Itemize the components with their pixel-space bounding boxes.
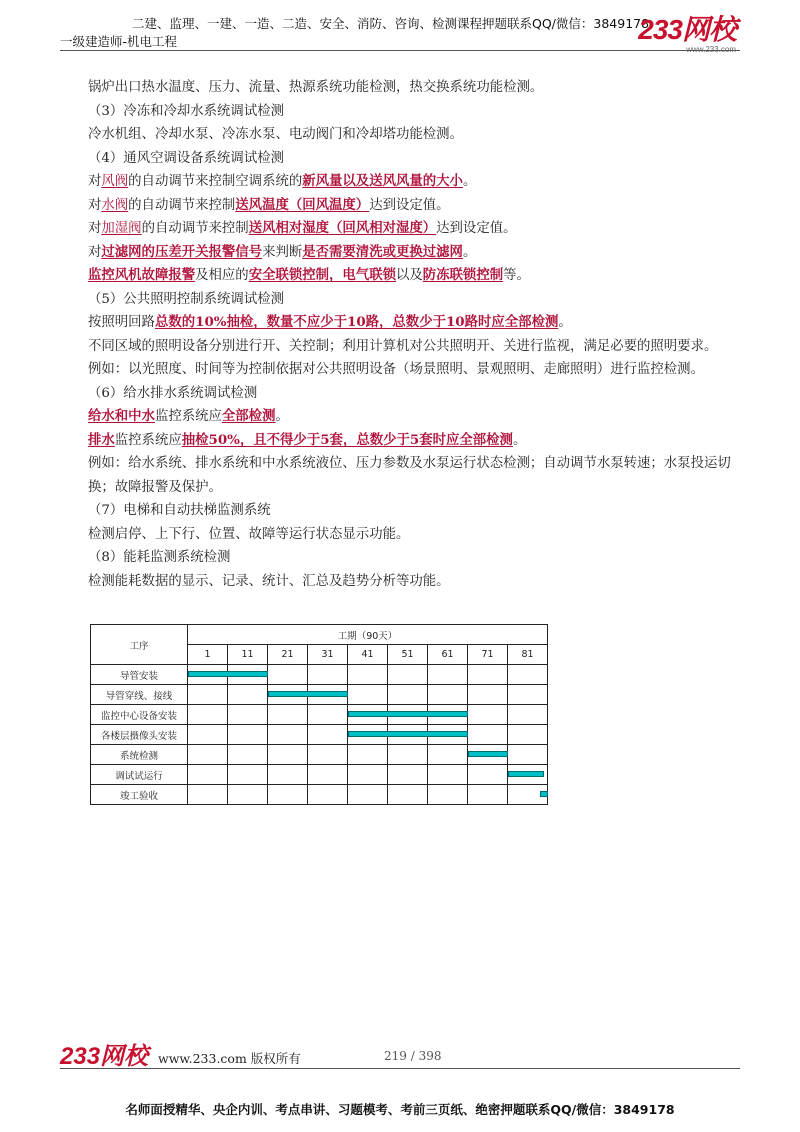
highlight: 水阀	[101, 197, 129, 213]
highlight: 风阀	[101, 174, 129, 189]
timeline-cell	[308, 705, 348, 725]
highlight: 过滤网的压差开关报警信号	[101, 243, 263, 260]
text: 。	[558, 315, 572, 330]
task-name: 监控中心设备安装	[91, 705, 188, 725]
timeline-cell	[508, 765, 548, 785]
timeline-cell	[268, 765, 308, 785]
highlight: 安全联锁控制，电气联锁	[248, 267, 396, 283]
task-row	[91, 785, 548, 805]
paragraph	[60, 170, 750, 194]
day-tick: 61	[428, 645, 468, 665]
timeline-cell	[308, 745, 348, 765]
timeline-cell	[228, 665, 268, 685]
section-heading: （4）通风空调设备系统调试检测	[88, 150, 284, 166]
paragraph: 例如：以光照度、时间等为控制依据对公共照明设备（场景照明、景观照明、走廊照明）进行监控检测。	[88, 362, 704, 377]
timeline-cell	[188, 785, 228, 805]
section-heading: （6）给水排水系统调试检测	[88, 385, 258, 401]
text: 。	[462, 174, 477, 189]
text: 。	[462, 244, 477, 260]
timeline-cell	[348, 785, 388, 805]
text: 。	[512, 432, 527, 448]
header-divider	[60, 50, 740, 51]
text: 以及	[395, 268, 423, 283]
timeline-cell	[428, 665, 468, 685]
timeline-cell	[468, 745, 508, 765]
highlight: 新风量以及送风风量的大小	[302, 173, 463, 189]
timeline-cell	[348, 665, 388, 685]
paragraph	[60, 429, 750, 453]
timeline-cell	[388, 765, 428, 785]
highlight: 加湿阀	[101, 221, 142, 236]
page-number: 219 / 398	[384, 1049, 442, 1063]
task-row	[91, 685, 548, 705]
task-row	[91, 725, 548, 745]
paragraph: 冷水机组、冷却水泵、冷冻水泵、电动阀门和冷却塔功能检测。	[88, 127, 463, 142]
timeline-cell	[228, 765, 268, 785]
timeline-cell	[348, 765, 388, 785]
task-row	[91, 745, 548, 765]
timeline-cell	[508, 785, 548, 805]
schedule-gantt-table	[90, 624, 548, 805]
highlight: 监控风机故障报警	[88, 267, 196, 283]
timeline-cell	[468, 725, 508, 745]
text: 按照明回路	[88, 315, 155, 330]
text: 对	[88, 244, 102, 260]
text: 达到设定值。	[369, 197, 450, 213]
paragraph	[60, 194, 750, 218]
task-name: 导管穿线、接线	[91, 685, 188, 705]
timeline-cell	[188, 685, 228, 705]
task-row	[91, 665, 548, 685]
timeline-cell	[268, 705, 308, 725]
timeline-cell	[388, 705, 428, 725]
text: 及相应的	[195, 268, 249, 283]
timeline-cell	[268, 665, 308, 685]
day-tick: 81	[508, 645, 548, 665]
paragraph: 锅炉出口热水温度、压力、流量、热源系统功能检测，热交换系统功能检测。	[88, 80, 544, 95]
paragraph: 检测能耗数据的显示、记录、统计、汇总及趋势分析等功能。	[88, 573, 450, 589]
footer-copyright: www.233.com 版权所有	[158, 1051, 301, 1066]
text: 对	[88, 174, 102, 189]
section-heading: （3）冷冻和冷却水系统调试检测	[88, 103, 284, 119]
logo-text: 233网校	[638, 14, 736, 45]
day-tick: 31	[308, 645, 348, 665]
text: 的自动调节来控制空调系统的	[128, 174, 303, 189]
text: 的自动调节来控制	[141, 221, 249, 236]
section-heading: （8）能耗监测系统检测	[88, 550, 231, 565]
timeline-cell	[228, 725, 268, 745]
text: 对	[88, 197, 102, 213]
text: 对	[88, 221, 102, 236]
logo-url: www.233.com	[686, 45, 736, 54]
footer-divider	[60, 1068, 740, 1069]
paragraph	[60, 241, 750, 265]
text: 的自动调节来控制	[128, 197, 236, 213]
timeline-cell	[428, 745, 468, 765]
timeline-cell	[468, 765, 508, 785]
highlight: 排水	[88, 431, 115, 448]
highlight: 是否需要清洗或更换过滤网	[302, 243, 463, 260]
timeline-cell	[508, 725, 548, 745]
timeline-cell	[268, 785, 308, 805]
timeline-cell	[188, 705, 228, 725]
timeline-cell	[428, 765, 468, 785]
timeline-cell	[428, 705, 468, 725]
process-header: 工序	[91, 625, 188, 665]
document-body	[60, 76, 750, 593]
timeline-cell	[468, 705, 508, 725]
day-tick: 41	[348, 645, 388, 665]
paragraph: 例如：给水系统、排水系统和中水系统液位、压力参数及水泵运行状态检测；自动调节水泵转速；水泵投运切换；故障报警及保护。	[88, 456, 731, 495]
timeline-cell	[228, 745, 268, 765]
task-rows	[91, 665, 548, 805]
site-logo	[638, 16, 736, 54]
header-subtitle: 一级建造师-机电工程	[60, 34, 178, 49]
timeline-cell	[228, 705, 268, 725]
timeline-cell	[348, 725, 388, 745]
highlight: 总数的10%抽检，数量不应少于10路，总数少于10路时应全部检测	[154, 314, 559, 330]
paragraph: 不同区域的照明设备分别进行开、关控制；利用计算机对公共照明开、关进行监视，满足必要的照明要求。	[88, 338, 718, 354]
paragraph: 检测启停、上下行、位置、故障等运行状态显示功能。	[88, 526, 410, 542]
highlight: 给水和中水	[88, 408, 155, 424]
timeline-cell	[508, 665, 548, 685]
text: 来判断	[262, 244, 303, 260]
timeline-cell	[348, 745, 388, 765]
timeline-cell	[388, 685, 428, 705]
task-name: 调试试运行	[91, 765, 188, 785]
paragraph	[60, 405, 750, 429]
timeline-cell	[268, 725, 308, 745]
task-row	[91, 765, 548, 785]
paragraph	[60, 311, 750, 335]
day-tick: 51	[388, 645, 428, 665]
header-contact-line: 二建、监理、一建、一造、二造、安全、消防、咨询、检测课程押题联系QQ/微信：3849178	[132, 16, 650, 31]
timeline-cell	[228, 785, 268, 805]
highlight: 送风相对湿度（回风相对湿度）	[248, 220, 437, 236]
timeline-cell	[388, 665, 428, 685]
timeline-cell	[428, 785, 468, 805]
day-tick: 11	[228, 645, 268, 665]
timeline-cell	[188, 665, 228, 685]
paragraph	[60, 217, 750, 241]
text: 等。	[503, 268, 530, 283]
timeline-cell	[388, 745, 428, 765]
task-row	[91, 705, 548, 725]
day-tick: 1	[188, 645, 228, 665]
section-heading: （7）电梯和自动扶梯监测系统	[88, 503, 271, 518]
timeline-cell	[388, 785, 428, 805]
text: 。	[275, 409, 289, 424]
timeline-cell	[188, 725, 228, 745]
timeline-cell	[388, 725, 428, 745]
timeline-cell	[428, 725, 468, 745]
period-header: 工期（90天）	[188, 625, 548, 645]
footer-contact-line: 名师面授精华、央企内训、考点串讲、习题模考、考前三页纸、绝密押题联系QQ/微信：3849178	[125, 1102, 675, 1117]
timeline-cell	[508, 705, 548, 725]
timeline-cell	[468, 785, 508, 805]
day-tick: 71	[468, 645, 508, 665]
timeline-cell	[348, 685, 388, 705]
footer-logo: 233网校	[60, 1043, 149, 1070]
timeline-cell	[508, 685, 548, 705]
highlight: 全部检测	[221, 408, 276, 424]
timeline-cell	[228, 685, 268, 705]
timeline-cell	[188, 745, 228, 765]
task-name: 导管安装	[91, 665, 188, 685]
timeline-cell	[308, 665, 348, 685]
timeline-cell	[308, 685, 348, 705]
highlight: 送风温度（回风温度）	[235, 196, 370, 213]
paragraph	[60, 264, 750, 288]
timeline-cell	[268, 745, 308, 765]
timeline-cell	[308, 765, 348, 785]
timeline-cell	[468, 685, 508, 705]
task-name: 系统检测	[91, 745, 188, 765]
highlight: 抽检50%，且不得少于5套，总数少于5套时应全部检测	[181, 431, 513, 448]
timeline-cell	[348, 705, 388, 725]
timeline-cell	[308, 725, 348, 745]
highlight: 防冻联锁控制	[422, 267, 504, 283]
timeline-cell	[308, 785, 348, 805]
day-tick: 21	[268, 645, 308, 665]
text: 监控系统应	[114, 432, 182, 448]
timeline-cell	[428, 685, 468, 705]
timeline-cell	[468, 665, 508, 685]
task-name: 竣工验收	[91, 785, 188, 805]
timeline-cell	[188, 765, 228, 785]
text: 达到设定值。	[436, 221, 517, 236]
section-heading: （5）公共照明控制系统调试检测	[88, 291, 284, 307]
task-name: 各楼层摄像头安装	[91, 725, 188, 745]
timeline-cell	[268, 685, 308, 705]
text: 监控系统应	[154, 409, 222, 424]
timeline-cell	[508, 745, 548, 765]
